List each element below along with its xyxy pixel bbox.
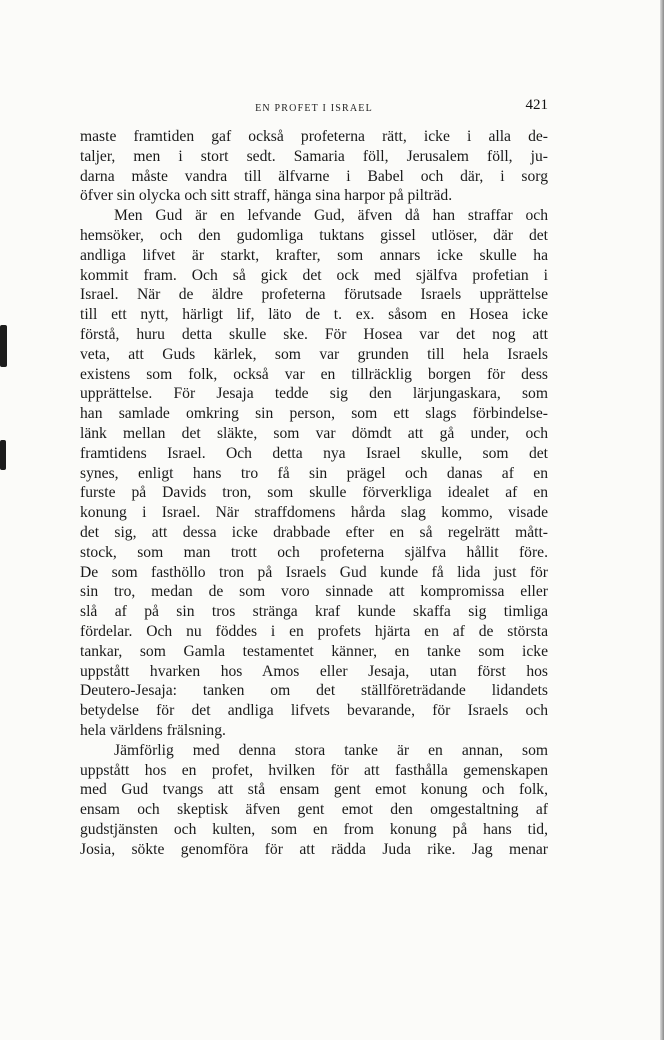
text-line: furste på Davids tron, som skulle förverkliga idealet af en <box>80 484 548 502</box>
text-line: förstå, huru detta skulle ske. För Hosea var det nog att <box>80 325 548 343</box>
text-line: betydelse för det andliga lifvets bevarande, för Israels och <box>80 702 548 720</box>
text-line: Israel. När de äldre profeterna förutsade Israels upprättelse <box>80 286 548 304</box>
text-line: kommit fram. Och så gick det ock med själfva profetian i <box>80 266 548 284</box>
text-line: Josia, sökte genomföra för att rädda Juda rike. Jag menar <box>80 840 548 858</box>
text-line: Deutero-Jesaja: tanken om det ställföreträdande lidandets <box>80 682 548 700</box>
text-line: sin tro, medan de som voro sinnade att kompromissa eller <box>80 583 548 601</box>
text-line: konung i Israel. När straffdomens hårda slag kommo, visade <box>80 504 548 522</box>
text-line: De som fasthöllo tron på Israels Gud kunde få lida just för <box>80 563 548 581</box>
text-line: gudstjänsten och kulten, som en from konung på hans tid, <box>80 820 548 838</box>
body-text <box>80 127 548 859</box>
text-line: det sig, att dessa icke drabbade efter en så regelrätt mått- <box>80 523 548 541</box>
text-line: stock, som man trott och profeterna själfva hållit före. <box>80 543 548 561</box>
text-line: andliga lifvet är starkt, krafter, som annars icke skulle ha <box>80 246 548 264</box>
text-line: hemsöker, och den gudomliga tuktans gissel utlöser, där det <box>80 226 548 244</box>
text-line: ensam och skeptisk äfven gent emot den omgestaltning af <box>80 801 548 819</box>
text-line: darna måste vandra till älfvarne i Babel och där, i sorg <box>80 167 548 185</box>
running-head: EN PROFET I ISRAEL <box>255 103 373 114</box>
text-line: taljer, men i stort sedt. Samaria föll, Jerusalem föll, ju- <box>80 147 548 165</box>
page-edge-shadow <box>660 0 664 1040</box>
text-line: slå af på sin tros stränga kraf kunde skaffa sig timliga <box>80 603 548 621</box>
text-line: veta, att Guds kärlek, som var grunden till hela Israels <box>80 345 548 363</box>
text-line: hela världens frälsning. <box>80 721 226 739</box>
page-number: 421 <box>525 97 548 113</box>
text-line: uppstått hos en profet, hvilken för att fasthålla gemenskapen <box>80 761 548 779</box>
paragraph-start-line: Men Gud är en lefvande Gud, äfven då han straffar och <box>114 207 548 225</box>
text-line: upprättelse. För Jesaja tedde sig den lärjungaskara, som <box>80 385 548 403</box>
text-line: uppstått hvarken hos Amos eller Jesaja, utan först hos <box>80 662 548 680</box>
paragraph-start-line: Jämförlig med denna stora tanke är en annan, som <box>114 741 548 759</box>
text-line: fördelar. Och nu föddes i en profets hjärta en af de största <box>80 622 548 640</box>
text-line: länk mellan det släkte, som var dömdt att gå under, och <box>80 424 548 442</box>
text-line: öfver sin olycka och sitt straff, hänga sina harpor på pilträd. <box>80 187 453 205</box>
text-line: han samlade omkring sin person, som ett slags förbindelse- <box>80 405 548 423</box>
text-line: synes, enligt hans tro få sin prägel och danas af en <box>80 464 548 482</box>
text-line: existens som folk, också var en tillräcklig borgen för dess <box>80 365 548 383</box>
text-line: maste framtiden gaf också profeterna rätt, icke i alla de- <box>80 128 548 145</box>
text-line: med Gud tvangs att stå ensam gent emot konung och folk, <box>80 781 548 799</box>
scan-binding-mark <box>0 325 7 367</box>
scan-binding-mark <box>0 440 6 470</box>
text-line: framtidens Israel. Och detta nya Israel skulle, som det <box>80 444 548 462</box>
text-line: till ett nytt, härligt lif, läto de t. ex. såsom en Hosea icke <box>80 306 548 324</box>
page-header <box>80 97 548 117</box>
text-line: tankar, som Gamla testamentet känner, en tanke som icke <box>80 642 548 660</box>
